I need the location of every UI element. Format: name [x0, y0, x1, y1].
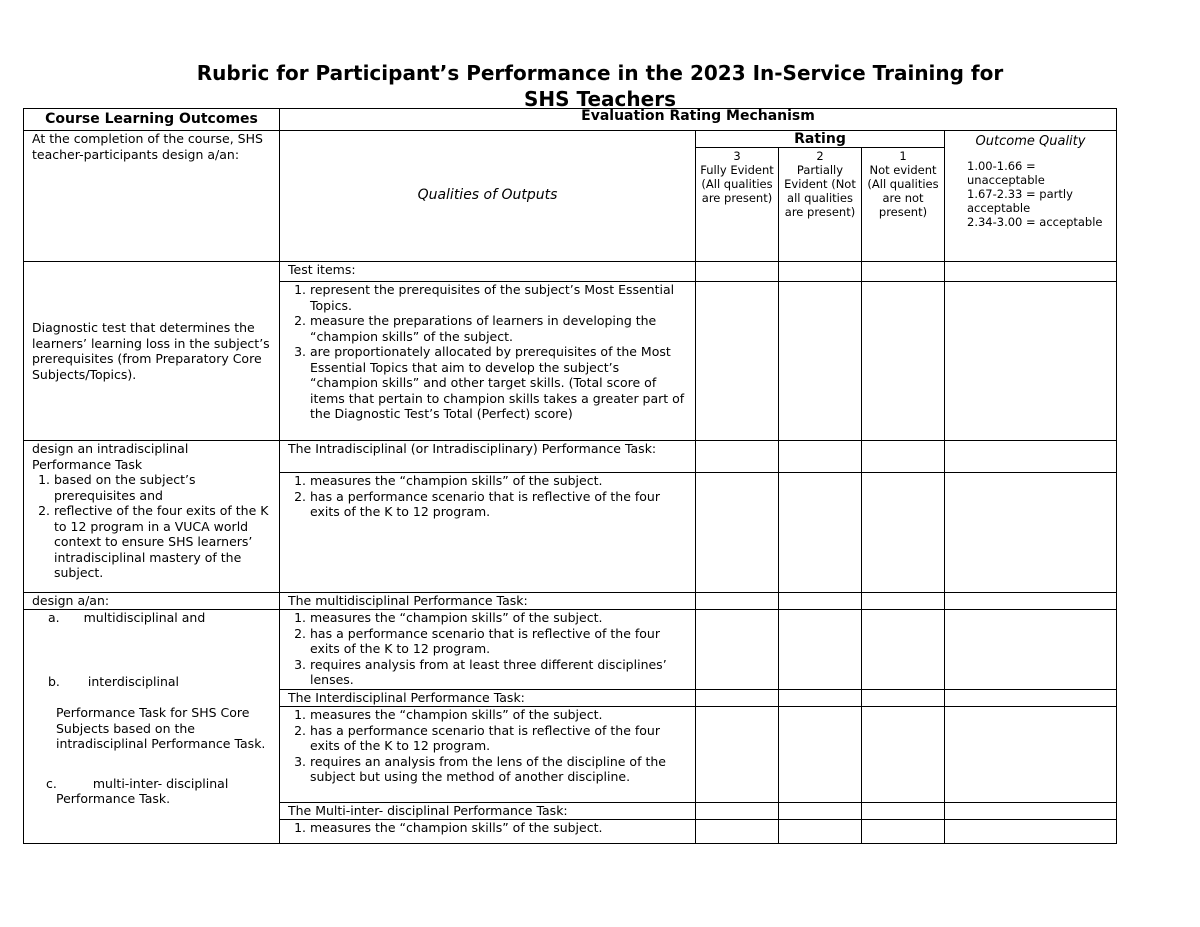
list-item: 2. has a performance scenario that is reflective of the four exits of the K to 12 program.	[310, 489, 687, 520]
test-items-list-cell	[280, 282, 696, 441]
outcome-intradisciplinal-intro: design an intradisciplinal Performance Task	[32, 441, 189, 472]
rating-2-label: Partially Evident (Not all qualities are present)	[784, 163, 856, 219]
rating-cell	[862, 473, 945, 593]
rating-2-number: 2	[816, 149, 824, 163]
rating-cell	[696, 690, 779, 707]
document-title: Rubric for Participant’s Performance in the 2023 In-Service Training for	[196, 61, 1004, 85]
rating-cell	[779, 820, 862, 844]
outcome-quality-cell	[945, 707, 1117, 803]
outcome-item-b-continuation: Performance Task for SHS Core Subjects based on the intradisciplinal Performance Task.	[56, 705, 266, 751]
multi-inter-list-cell	[280, 820, 696, 844]
outcome-quality-cell	[945, 820, 1117, 844]
header-rating: Rating	[696, 131, 944, 148]
list-item: 2. has a performance scenario that is reflective of the four exits of the K to 12 program.	[310, 723, 687, 754]
outcome-intradisciplinal-list	[32, 472, 271, 581]
outcome-quality-cell	[945, 282, 1117, 441]
rating-3-label: Fully Evident (All qualities are present)	[700, 163, 774, 205]
interdisciplinal-heading: The Interdisciplinal Performance Task:	[280, 690, 696, 707]
outcome-quality-range-3: 2.34-3.00 = acceptable	[967, 215, 1103, 229]
rating-1-label: Not evident (All qualities are not present)	[867, 163, 939, 219]
item-a-text: multidisciplinal and	[83, 610, 206, 625]
list-item: 1. represent the prerequisites of the subject’s Most Essential Topics.	[310, 282, 687, 313]
header-qualities-of-outputs: Qualities of Outputs	[280, 131, 696, 262]
item-b-text: interdisciplinal	[87, 673, 180, 689]
rating-cell	[779, 610, 862, 690]
rubric-table	[23, 108, 1117, 844]
outcome-quality-cell	[945, 593, 1117, 610]
rating-cell	[862, 441, 945, 473]
rating-cell	[862, 707, 945, 803]
rating-cell	[779, 707, 862, 803]
rating-cell	[696, 610, 779, 690]
test-items-list	[288, 282, 687, 422]
list-item: 2. measure the preparations of learners in developing the “champion skills” of the subject.	[310, 313, 687, 344]
rating-cell	[862, 803, 945, 820]
header-clo-subtext: At the completion of the course, SHS teacher-participants design a/an:	[24, 131, 280, 262]
item-c-text: multi-inter- disciplinal	[92, 775, 229, 791]
list-item: 1. based on the subject’s prerequisites and	[54, 472, 271, 503]
rating-cell	[862, 282, 945, 441]
multidisciplinal-heading: The multidisciplinal Performance Task:	[280, 593, 696, 610]
rating-cell	[862, 820, 945, 844]
outcome-intradisciplinal	[24, 441, 280, 593]
rating-cell	[696, 803, 779, 820]
rating-cell	[862, 690, 945, 707]
rating-3-number: 3	[733, 149, 741, 163]
list-item: 3. requires analysis from at least three different disciplines’ lenses.	[310, 657, 687, 688]
rating-cell	[696, 593, 779, 610]
outcome-quality-cell	[945, 262, 1117, 282]
rating-1-number: 1	[899, 149, 907, 163]
outcome-design-intro: design a/an:	[24, 593, 280, 610]
rating-cell	[862, 262, 945, 282]
item-c-label: c.	[46, 775, 57, 791]
outcome-quality-cell	[945, 803, 1117, 820]
multidisciplinal-list-cell	[280, 610, 696, 690]
rating-cell	[696, 707, 779, 803]
outcome-multi-inter	[24, 610, 280, 844]
rating-2-cell	[779, 148, 862, 261]
outcome-item-b	[32, 674, 271, 690]
outcome-quality-cell	[945, 441, 1117, 473]
outcome-item-a	[32, 610, 271, 626]
rating-cell	[779, 803, 862, 820]
interdisciplinal-list	[288, 707, 687, 785]
rating-cell	[696, 820, 779, 844]
header-rating-group	[696, 131, 945, 262]
rating-cell	[696, 282, 779, 441]
list-item: 1. measures the “champion skills” of the subject.	[310, 820, 687, 836]
list-item: 2. has a performance scenario that is reflective of the four exits of the K to 12 program.	[310, 626, 687, 657]
outcome-quality-cell	[945, 473, 1117, 593]
outcome-quality-range-1: 1.00-1.66 = unacceptable	[967, 159, 1045, 187]
list-item: 1. measures the “champion skills” of the subject.	[310, 473, 687, 489]
outcome-item-c	[32, 776, 271, 792]
header-evaluation-rating-mechanism: Evaluation Rating Mechanism	[280, 109, 1117, 131]
rating-cell	[779, 473, 862, 593]
outcome-diagnostic-test: Diagnostic test that determines the learners’ learning loss in the subject’s prerequisites (from Preparatory Core Subjects/Topics).	[24, 262, 280, 441]
multidisciplinal-list	[288, 610, 687, 688]
rating-cell	[862, 593, 945, 610]
rating-cell	[779, 690, 862, 707]
multi-inter-heading: The Multi-inter- disciplinal Performance Task:	[280, 803, 696, 820]
rating-cell	[696, 473, 779, 593]
rating-cell	[779, 593, 862, 610]
header-course-learning-outcomes: Course Learning Outcomes	[24, 109, 280, 131]
test-items-heading: Test items:	[280, 262, 696, 282]
intradisciplinal-list	[288, 473, 687, 520]
header-outcome-quality	[945, 131, 1117, 262]
rating-cell	[696, 262, 779, 282]
rating-3-cell	[696, 148, 779, 261]
list-item: 1. measures the “champion skills” of the subject.	[310, 707, 687, 723]
list-item: 3. are proportionately allocated by prerequisites of the Most Essential Topics that aim to develop the subject’s “champion skills” and other target skills. (Total score of items that pertain to champion skills takes a greater part of the Diagnostic Test’s Total (Perfect) score)	[310, 344, 687, 422]
intradisciplinal-heading: The Intradisciplinal (or Intradisciplinary) Performance Task:	[280, 441, 696, 473]
rating-1-cell	[862, 148, 944, 261]
document-title-continuation: SHS Teachers	[524, 87, 676, 111]
interdisciplinal-list-cell	[280, 707, 696, 803]
rating-cell	[779, 262, 862, 282]
list-item: 2. reflective of the four exits of the K to 12 program in a VUCA world context to ensure SHS learners’ intradisciplinal mastery of the subject.	[54, 503, 271, 581]
rating-cell	[779, 441, 862, 473]
list-item: 1. measures the “champion skills” of the subject.	[310, 610, 687, 626]
multi-inter-list	[288, 820, 687, 836]
outcome-quality-cell	[945, 690, 1117, 707]
outcome-quality-title: Outcome Quality	[975, 134, 1086, 149]
outcome-item-c-continuation: Performance Task.	[56, 791, 171, 806]
outcome-quality-cell	[945, 610, 1117, 690]
rating-cell	[696, 441, 779, 473]
intradisciplinal-list-cell	[280, 473, 696, 593]
item-a-label: a.	[48, 610, 60, 625]
item-b-label: b.	[48, 673, 60, 689]
rating-cell	[779, 282, 862, 441]
outcome-quality-range-2: 1.67-2.33 = partly acceptable	[967, 187, 1073, 215]
rating-cell	[862, 610, 945, 690]
list-item: 3. requires an analysis from the lens of the discipline of the subject but using the method of another discipline.	[310, 754, 687, 785]
